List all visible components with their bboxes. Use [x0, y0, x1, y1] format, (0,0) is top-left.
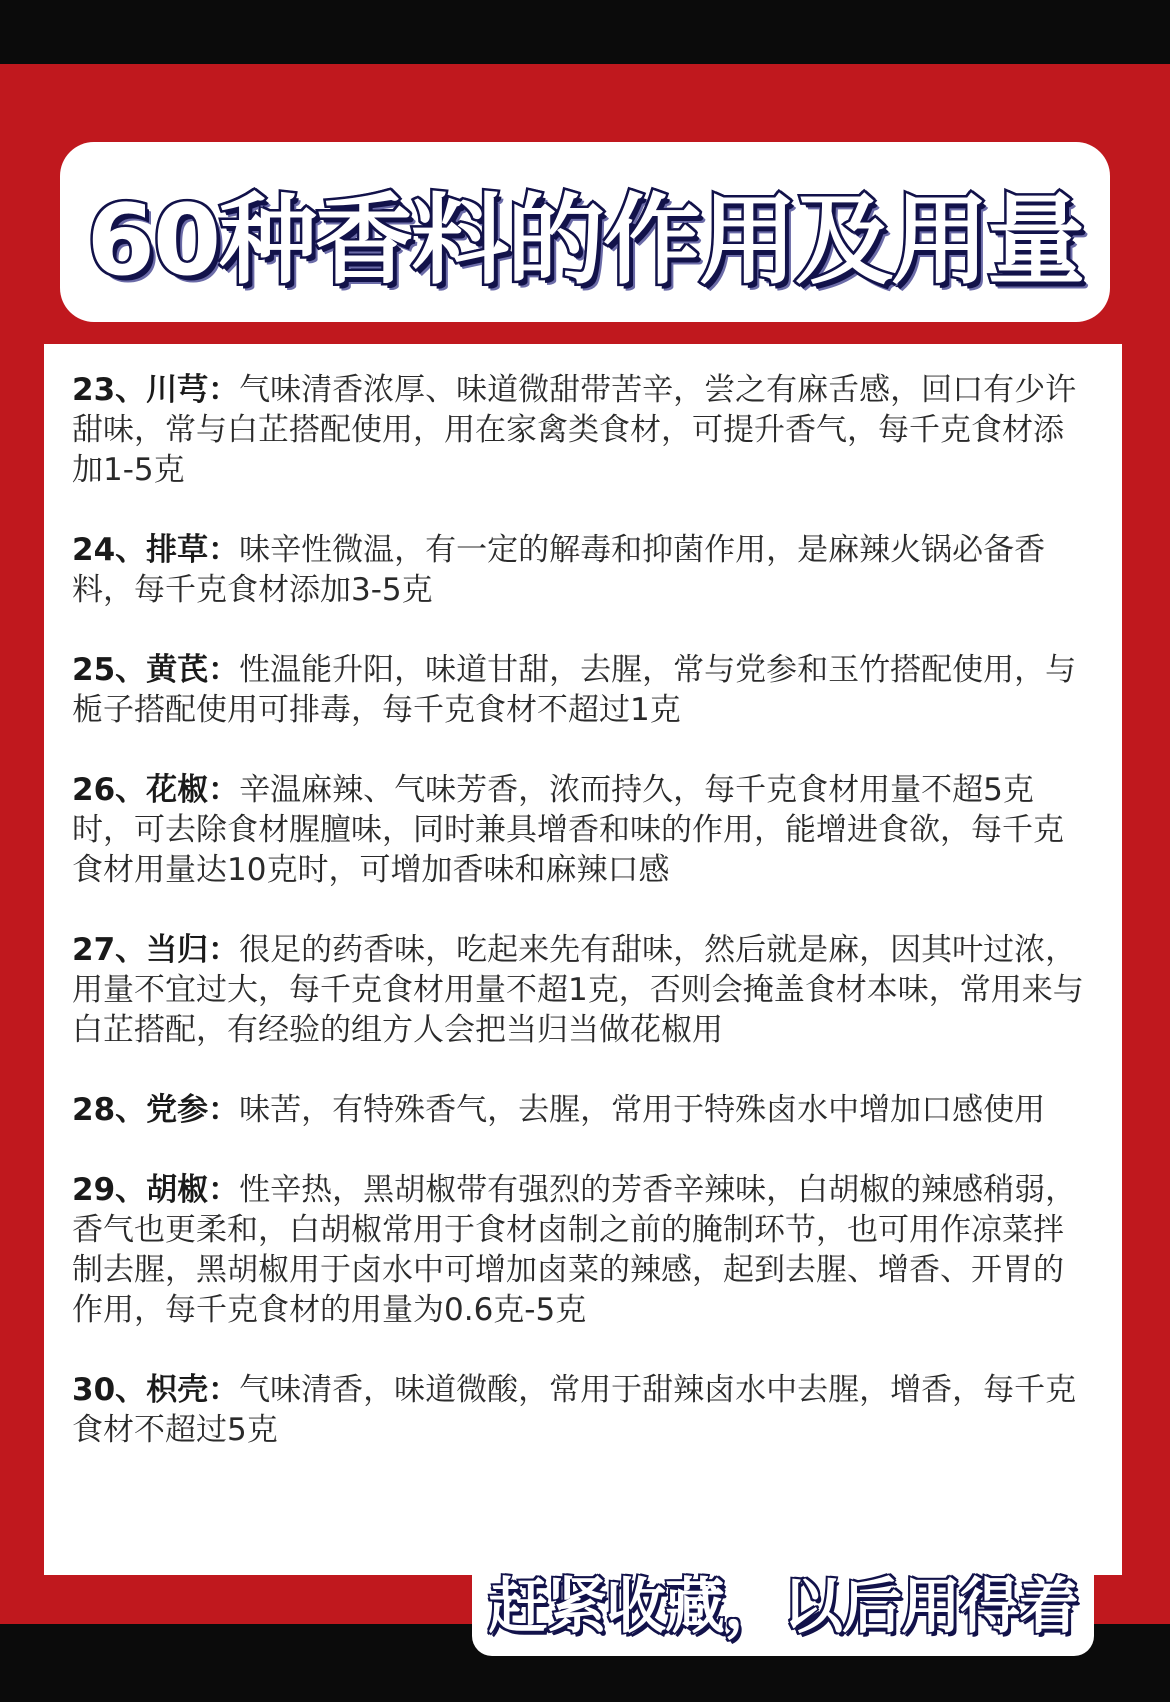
footer-slogan: 赶紧收藏，以后用得着: [488, 1572, 1078, 1642]
spice-name: 28、党参：: [72, 1092, 240, 1128]
footer-badge: [472, 1548, 1094, 1656]
spice-name: 27、当归：: [72, 932, 240, 968]
page-title: 60种香料的作用及用量: [86, 183, 1084, 298]
spice-name: 26、花椒：: [72, 772, 240, 808]
spice-entry-24: [72, 530, 1094, 610]
spice-entry-25: [72, 650, 1094, 730]
spice-entry-27: [72, 930, 1094, 1050]
spice-description: 味苦，有特殊香气，去腥，常用于特殊卤水中增加口感使用: [239, 1092, 1046, 1128]
spice-name: 29、胡椒：: [72, 1172, 240, 1208]
spice-name: 25、黄芪：: [72, 652, 240, 688]
spice-entry-29: [72, 1170, 1094, 1330]
spice-description: 辛温麻辣、气味芳香，浓而持久，每千克食材用量不超5克时，可去除食材腥膻味，同时兼具增香和味的作用，能增进食欲，每千克食材用量达10克时，可增加香味和麻辣口感: [72, 772, 1064, 888]
spice-description: 味辛性微温，有一定的解毒和抑菌作用，是麻辣火锅必备香料，每千克食材添加3-5克: [72, 532, 1046, 608]
spice-description: 性温能升阳，味道甘甜，去腥，常与党参和玉竹搭配使用，与栀子搭配使用可排毒，每千克食材不超过1克: [72, 652, 1077, 728]
spice-name: 24、排草：: [72, 532, 240, 568]
spice-description: 气味清香，味道微酸，常用于甜辣卤水中去腥，增香，每千克食材不超过5克: [72, 1372, 1077, 1448]
spice-description: 很足的药香味，吃起来先有甜味，然后就是麻，因其叶过浓，用量不宜过大，每千克食材用量不超1克，否则会掩盖食材本味，常用来与白芷搭配，有经验的组方人会把当归当做花椒用: [72, 932, 1084, 1048]
spice-entry-23: [72, 370, 1094, 490]
spice-description: 性辛热，黑胡椒带有强烈的芳香辛辣味，白胡椒的辣感稍弱，香气也更柔和，白胡椒常用于食材卤制之前的腌制环节，也可用作凉菜拌制去腥，黑胡椒用于卤水中可增加卤菜的辣感，起到去腥、增香、开胃的作用，每千克食材的用量为0.6克-5克: [72, 1172, 1077, 1328]
spice-name: 30、枳壳：: [72, 1372, 240, 1408]
spice-entry-28: [72, 1090, 1094, 1130]
title-card: [60, 142, 1110, 322]
spice-entry-26: [72, 770, 1094, 890]
spice-description: 气味清香浓厚、味道微甜带苦辛，尝之有麻舌感，回口有少许甜味，常与白芷搭配使用，用在家禽类食材，可提升香气，每千克食材添加1-5克: [72, 372, 1077, 488]
spice-entry-30: [72, 1370, 1094, 1450]
content-panel: [44, 344, 1122, 1575]
spice-name: 23、川芎：: [72, 372, 240, 408]
